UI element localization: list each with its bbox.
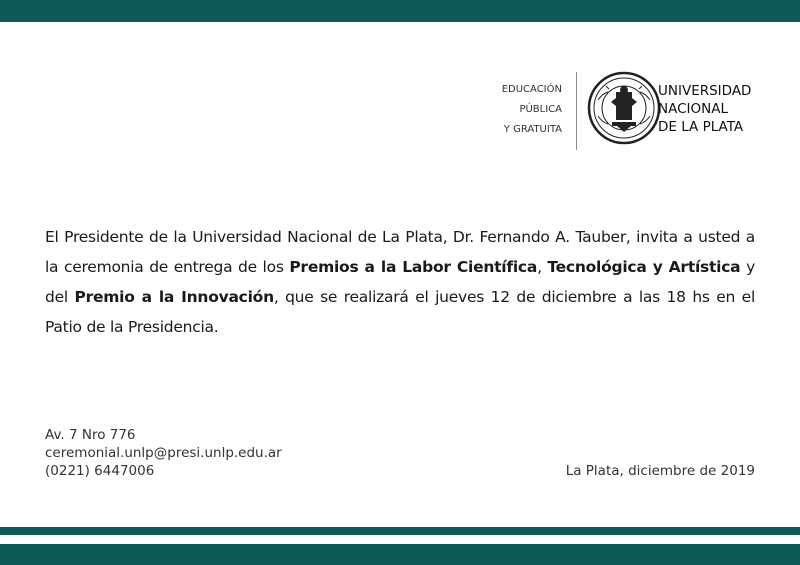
contact-phone: (0221) 6447006 — [45, 463, 155, 479]
university-seal-icon — [586, 70, 662, 146]
university-name-line-3: DE LA PLATA — [658, 119, 744, 135]
bottom-band-thin — [0, 527, 800, 535]
top-band — [0, 0, 800, 22]
motto — [480, 80, 562, 140]
university-name-line-1: UNIVERSIDAD — [658, 83, 752, 99]
letterhead — [480, 70, 770, 150]
university-name-line-2: NACIONAL — [658, 101, 728, 117]
motto-line-3: Y GRATUITA — [503, 124, 562, 135]
invitation-separator: , — [537, 258, 548, 276]
invitation-end: , que se realizará el jueves 12 de diciembre a las 18 hs en el Patio de la Presidencia. — [45, 288, 756, 336]
award-labor-cientifica: Premios a la Labor Científica — [289, 258, 538, 276]
university-name — [658, 82, 751, 136]
place-date: La Plata, diciembre de 2019 — [565, 463, 755, 479]
invitation-text — [45, 222, 755, 342]
motto-line-2: PÚBLICA — [519, 104, 562, 115]
award-tecnologica-artistica: Tecnológica y Artística — [547, 258, 741, 276]
bottom-band-thick — [0, 544, 800, 565]
invitation-mid: y del — [45, 258, 755, 306]
contact-address: Av. 7 Nro 776 — [45, 427, 136, 443]
invitation-intro: El Presidente de la Universidad Nacional de La Plata, Dr. Fernando A. Tauber, invita a usted a la ceremonia de entrega de los — [45, 228, 755, 276]
header-divider — [576, 72, 577, 150]
motto-line-1: EDUCACIÓN — [501, 84, 562, 95]
contact-info — [45, 426, 282, 480]
award-innovacion: Premio a la Innovación — [74, 288, 274, 306]
contact-email: ceremonial.unlp@presi.unlp.edu.ar — [45, 445, 282, 461]
